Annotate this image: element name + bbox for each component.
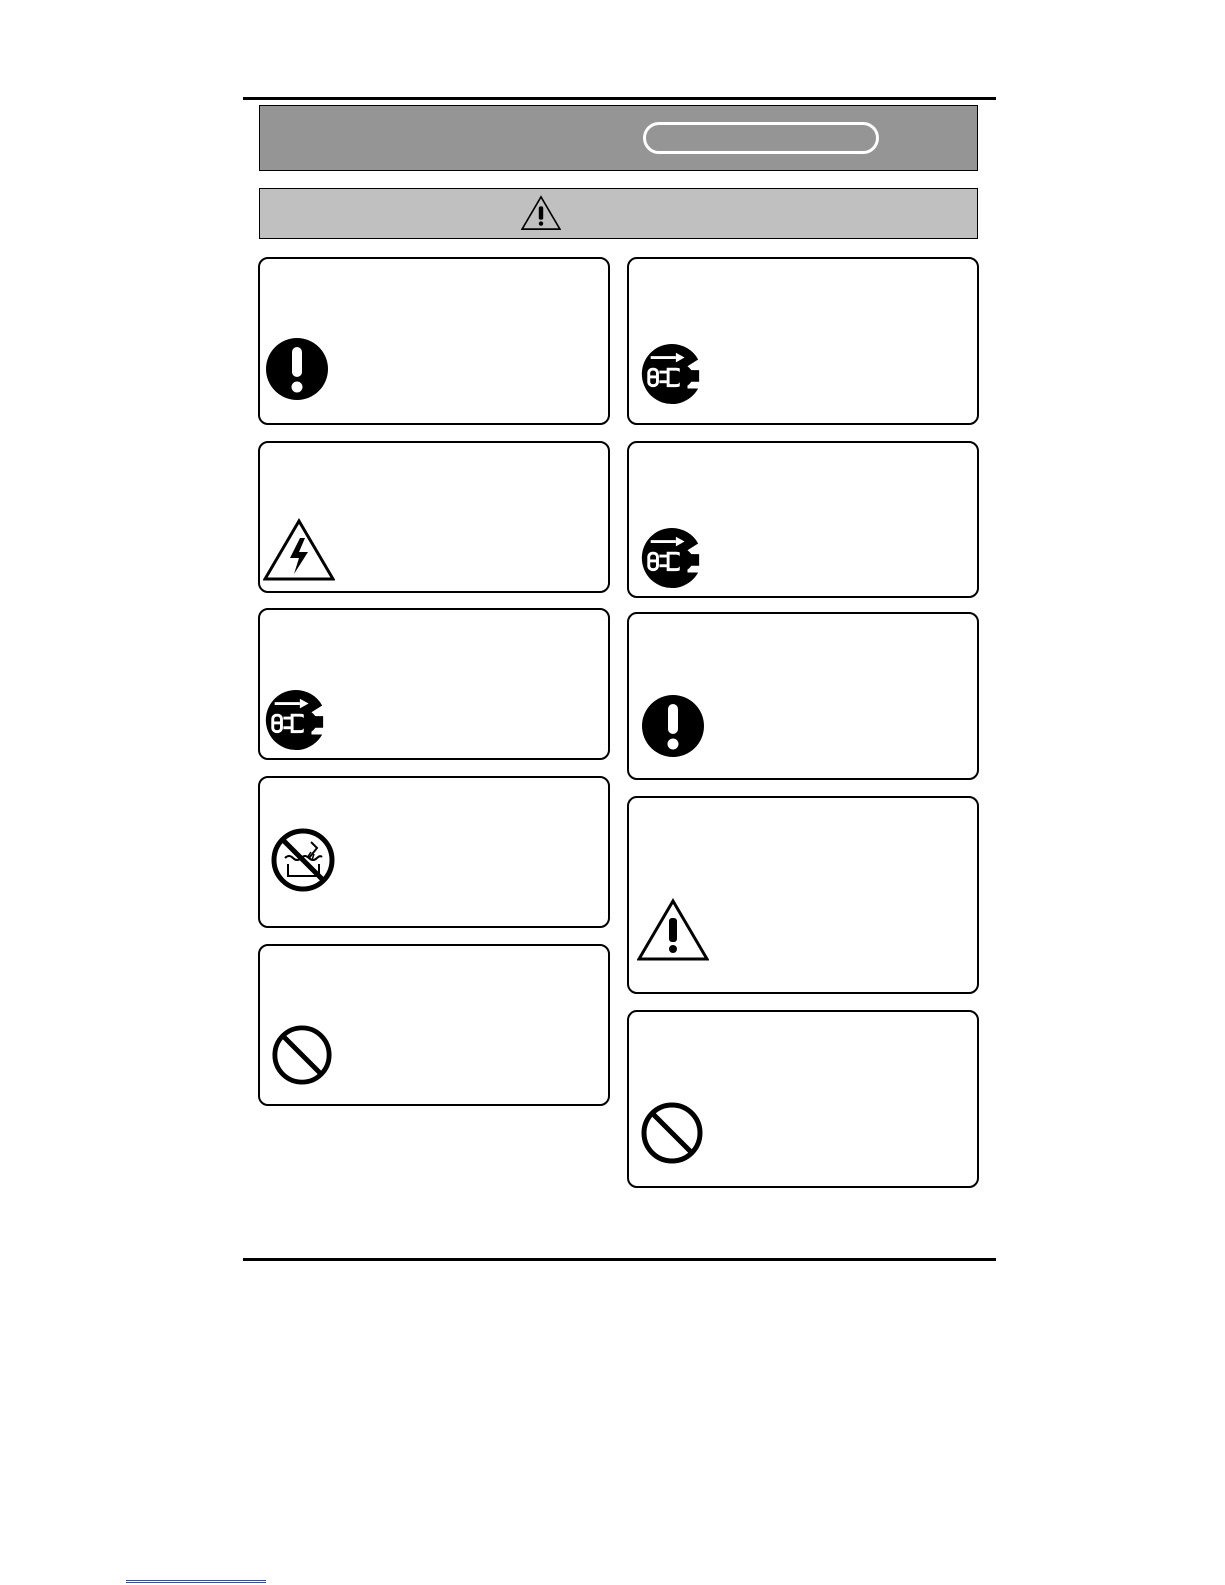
caution-icon [637,898,709,962]
unplug-icon [265,689,327,751]
warning-header-band [259,188,978,239]
mandatory-action-icon [641,694,705,758]
notice-box-2 [627,257,979,425]
page-edge-marker [126,1580,266,1583]
no-water-icon [271,828,335,892]
prohibited-icon [640,1101,704,1165]
bottom-rule [243,1258,996,1261]
notice-box-7 [258,776,610,928]
notice-box-3 [258,441,610,593]
notice-box-10 [627,1010,979,1188]
mandatory-action-icon [265,337,329,401]
notice-box-4 [627,441,979,598]
notice-box-8 [627,796,979,994]
notice-box-5 [258,608,610,760]
prohibited-icon [271,1024,333,1086]
notice-box-6 [627,612,979,780]
top-rule [243,97,996,100]
unplug-icon [641,343,703,405]
unplug-icon [641,527,703,589]
electric-shock-icon [263,518,335,582]
section-header-band [259,105,978,171]
section-title-pill [643,122,879,154]
warning-triangle-icon [521,195,561,231]
notice-box-1 [258,257,610,425]
notice-box-9 [258,944,610,1106]
